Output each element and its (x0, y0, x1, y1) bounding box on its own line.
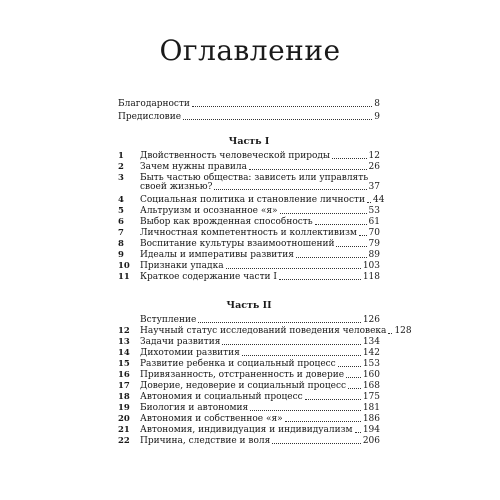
page-number: 53 (368, 206, 380, 216)
chapter-number: 19 (118, 403, 130, 413)
entry-title: Краткое содержание части I (140, 272, 277, 282)
dot-leader (359, 235, 367, 236)
entry-title: Двойственность человеческой природы (140, 151, 331, 161)
entry-title: Выбор как врожденная способность (140, 217, 313, 227)
dot-leader (315, 224, 367, 225)
toc-entry[interactable] (140, 437, 380, 446)
front-matter-item (118, 100, 380, 111)
chapter-number: 18 (118, 392, 130, 402)
chapter-number: 12 (118, 326, 130, 336)
entry-title: Доверие, недоверие и социальный процесс (140, 381, 347, 391)
page-number: 12 (368, 151, 380, 161)
dot-leader (192, 106, 372, 107)
toc-entry[interactable] (140, 415, 380, 424)
toc-row (118, 437, 380, 448)
entry-title: Биология и автономия (140, 403, 249, 413)
entry-title: Личностная компетентность и коллективизм (140, 228, 357, 238)
toc-entry[interactable] (140, 195, 385, 205)
toc-entry[interactable] (140, 426, 380, 435)
toc-entry[interactable] (140, 262, 380, 271)
toc-entry[interactable] (140, 240, 380, 249)
chapter-number: 9 (118, 250, 124, 260)
toc-entry[interactable] (140, 338, 380, 347)
dot-leader (388, 333, 392, 334)
page-number: 9 (374, 112, 380, 122)
page-number: 37 (368, 182, 380, 192)
entry-title: Признаки упадка (140, 261, 224, 271)
chapter-number: 10 (118, 261, 130, 271)
page-number: 61 (368, 217, 380, 227)
dot-leader (183, 119, 372, 120)
page-number: 103 (362, 261, 380, 271)
page-number: 168 (362, 381, 380, 391)
toc-entry[interactable] (118, 113, 380, 122)
entry-title: Предисловие (118, 112, 182, 122)
toc-entry[interactable] (140, 163, 380, 172)
dot-leader (272, 443, 361, 444)
chapter-number: 22 (118, 436, 130, 446)
entry-title: Привязанность, отстраненность и доверие (140, 370, 345, 380)
toc-entry[interactable] (140, 382, 380, 391)
dot-leader (249, 169, 367, 170)
dot-leader (222, 344, 360, 345)
page-number: 26 (368, 162, 380, 172)
entry-title: Автономия, индивидуация и индивидуализм (140, 425, 353, 435)
toc-row (118, 174, 380, 196)
entry-title: Задачи развития (140, 337, 221, 347)
toc-entry[interactable] (140, 360, 380, 369)
toc-entry[interactable] (140, 229, 380, 238)
toc-entry[interactable] (118, 100, 380, 109)
chapter-number: 5 (118, 206, 124, 216)
page-number: 79 (368, 239, 380, 249)
dot-leader (332, 158, 366, 159)
part-heading: Часть II (226, 300, 272, 311)
entry-title: Вступление (140, 315, 197, 325)
page-number: 126 (362, 315, 380, 325)
dot-leader (355, 432, 361, 433)
page-number: 44 (373, 195, 385, 205)
page-number: 142 (362, 348, 380, 358)
chapter-number: 6 (118, 217, 124, 227)
entry-title: Дихотомии развития (140, 348, 240, 358)
toc-entry[interactable] (140, 316, 380, 325)
dot-leader (367, 202, 371, 203)
chapter-number: 4 (118, 195, 124, 205)
entry-title: Идеалы и императивы развития (140, 250, 294, 260)
toc-entry[interactable] (140, 207, 380, 216)
entry-title: Воспитание культуры взаимоотношений (140, 239, 335, 249)
toc-entry[interactable] (140, 174, 380, 192)
entry-title: Социальная политика и становление личности (140, 195, 365, 205)
page-number: 206 (362, 436, 380, 446)
dot-leader (338, 366, 361, 367)
chapter-number: 14 (118, 348, 130, 358)
front-matter-item (118, 113, 380, 124)
toc-entry[interactable] (140, 393, 380, 402)
chapter-number: 15 (118, 359, 130, 369)
chapter-number: 1 (118, 151, 124, 161)
toc-row (118, 273, 380, 284)
page-number: 175 (362, 392, 380, 402)
entry-title: Благодарности (118, 99, 190, 109)
dot-leader (285, 421, 361, 422)
page-number: 153 (362, 359, 380, 369)
toc-entry[interactable] (140, 349, 380, 358)
page-number: 181 (362, 403, 380, 413)
dot-leader (250, 410, 361, 411)
dot-leader (198, 322, 361, 323)
entry-title-continued: своей жизнью? (140, 182, 213, 192)
dot-leader (346, 377, 361, 378)
chapter-number: 3 (118, 173, 124, 183)
chapter-number: 17 (118, 381, 130, 391)
page-number: 134 (362, 337, 380, 347)
toc-entry[interactable] (140, 152, 380, 161)
toc-entry[interactable] (140, 404, 380, 413)
entry-line2 (140, 183, 380, 192)
chapter-number: 11 (118, 272, 130, 282)
page-title: Оглавление (159, 34, 341, 67)
dot-leader (214, 189, 366, 190)
toc-entry[interactable] (140, 371, 380, 380)
entry-title: Альтруизм и осознанное «я» (140, 206, 278, 216)
entry-title: Автономия и собственное «я» (140, 414, 283, 424)
dot-leader (296, 257, 367, 258)
page-number: 160 (362, 370, 380, 380)
page-number: 8 (374, 99, 380, 109)
entry-title: Научный статус исследований поведения человека (140, 326, 387, 336)
part-heading: Часть I (228, 136, 270, 147)
toc-entry[interactable] (140, 218, 380, 227)
page-number: 128 (394, 326, 412, 336)
entry-title: Зачем нужны правила (140, 162, 247, 172)
entry-title: Автономия и социальный процесс (140, 392, 303, 402)
chapter-number: 2 (118, 162, 124, 172)
page-number: 186 (362, 414, 380, 424)
page-number: 118 (362, 272, 380, 282)
dot-leader (242, 355, 361, 356)
chapter-number: 21 (118, 425, 130, 435)
dot-leader (279, 279, 361, 280)
chapter-number: 7 (118, 228, 124, 238)
toc-entry[interactable] (140, 326, 412, 336)
entry-title: Быть частью общества: зависеть или управлять (140, 173, 369, 183)
page-number: 70 (368, 228, 380, 238)
chapter-number: 13 (118, 337, 130, 347)
dot-leader (280, 213, 367, 214)
dot-leader (305, 399, 361, 400)
toc-entry[interactable] (140, 251, 380, 260)
page-number: 89 (368, 250, 380, 260)
dot-leader (348, 388, 361, 389)
chapter-number: 16 (118, 370, 130, 380)
page-number: 194 (362, 425, 380, 435)
toc-entry[interactable] (140, 273, 380, 282)
chapter-number: 8 (118, 239, 124, 249)
dot-leader (336, 246, 366, 247)
entry-title: Причина, следствие и воля (140, 436, 271, 446)
dot-leader (226, 268, 361, 269)
entry-title: Развитие ребенка и социальный процесс (140, 359, 336, 369)
chapter-number: 20 (118, 414, 130, 424)
